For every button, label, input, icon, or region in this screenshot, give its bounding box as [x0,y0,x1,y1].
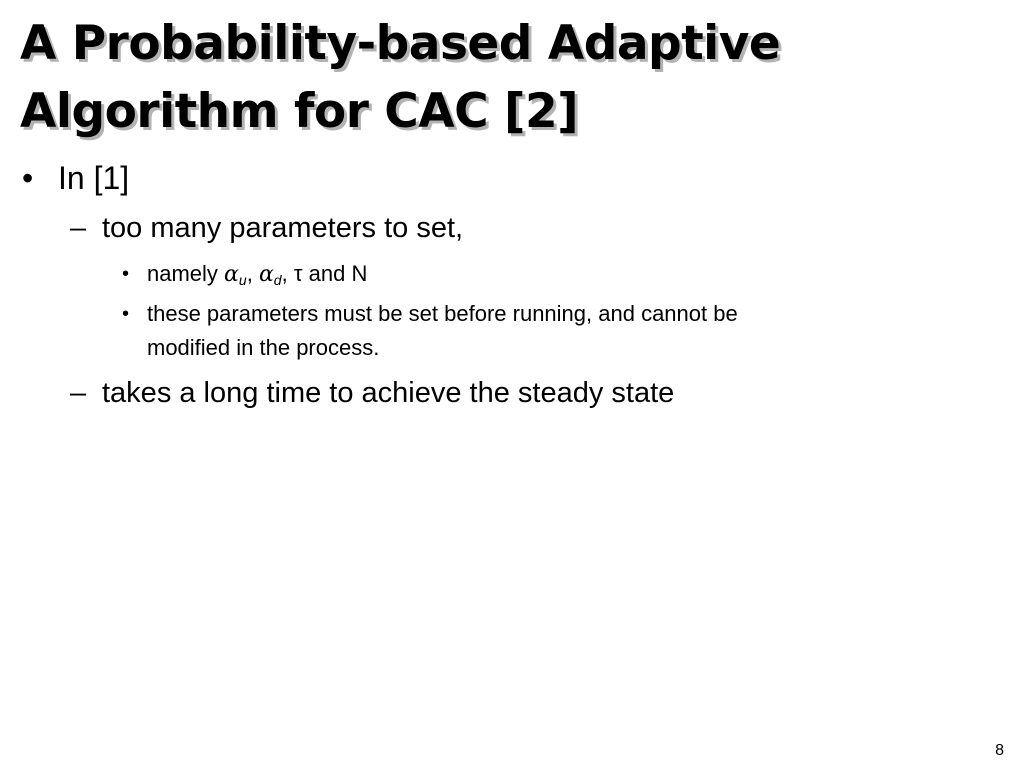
alpha-symbol: α [258,262,274,287]
subscript-u: u [238,272,247,288]
namely-rest: , τ and N [281,261,368,286]
comma-separator: , [246,261,259,286]
subsub-bullet-text [147,257,367,297]
page-number: 8 [995,742,1004,759]
subsub-bullet-text-line-1: these parameters must be set before running, and cannot be [147,301,738,326]
slide-title-line-1: A Probability-based Adaptive [20,16,781,71]
small-bullet-icon: • [122,303,130,325]
bullet-icon: • [22,160,34,196]
dash-icon: – [70,377,87,409]
bullet-text: In [1] [58,160,130,196]
small-bullet-icon: • [122,263,130,285]
dash-icon: – [70,212,87,244]
subsub-bullet-text-line-2: modified in the process. [147,335,380,360]
subscript-d: d [273,272,282,288]
alpha-symbol: α [224,262,239,287]
sub-bullet-text: takes a long time to achieve the steady state [102,377,675,409]
sub-bullet-text: too many parameters to set, [102,212,464,244]
namely-prefix: namely [147,261,225,286]
slide-title [20,10,1010,146]
slide-title-line-2: Algorithm for CAC [2] [20,84,579,139]
